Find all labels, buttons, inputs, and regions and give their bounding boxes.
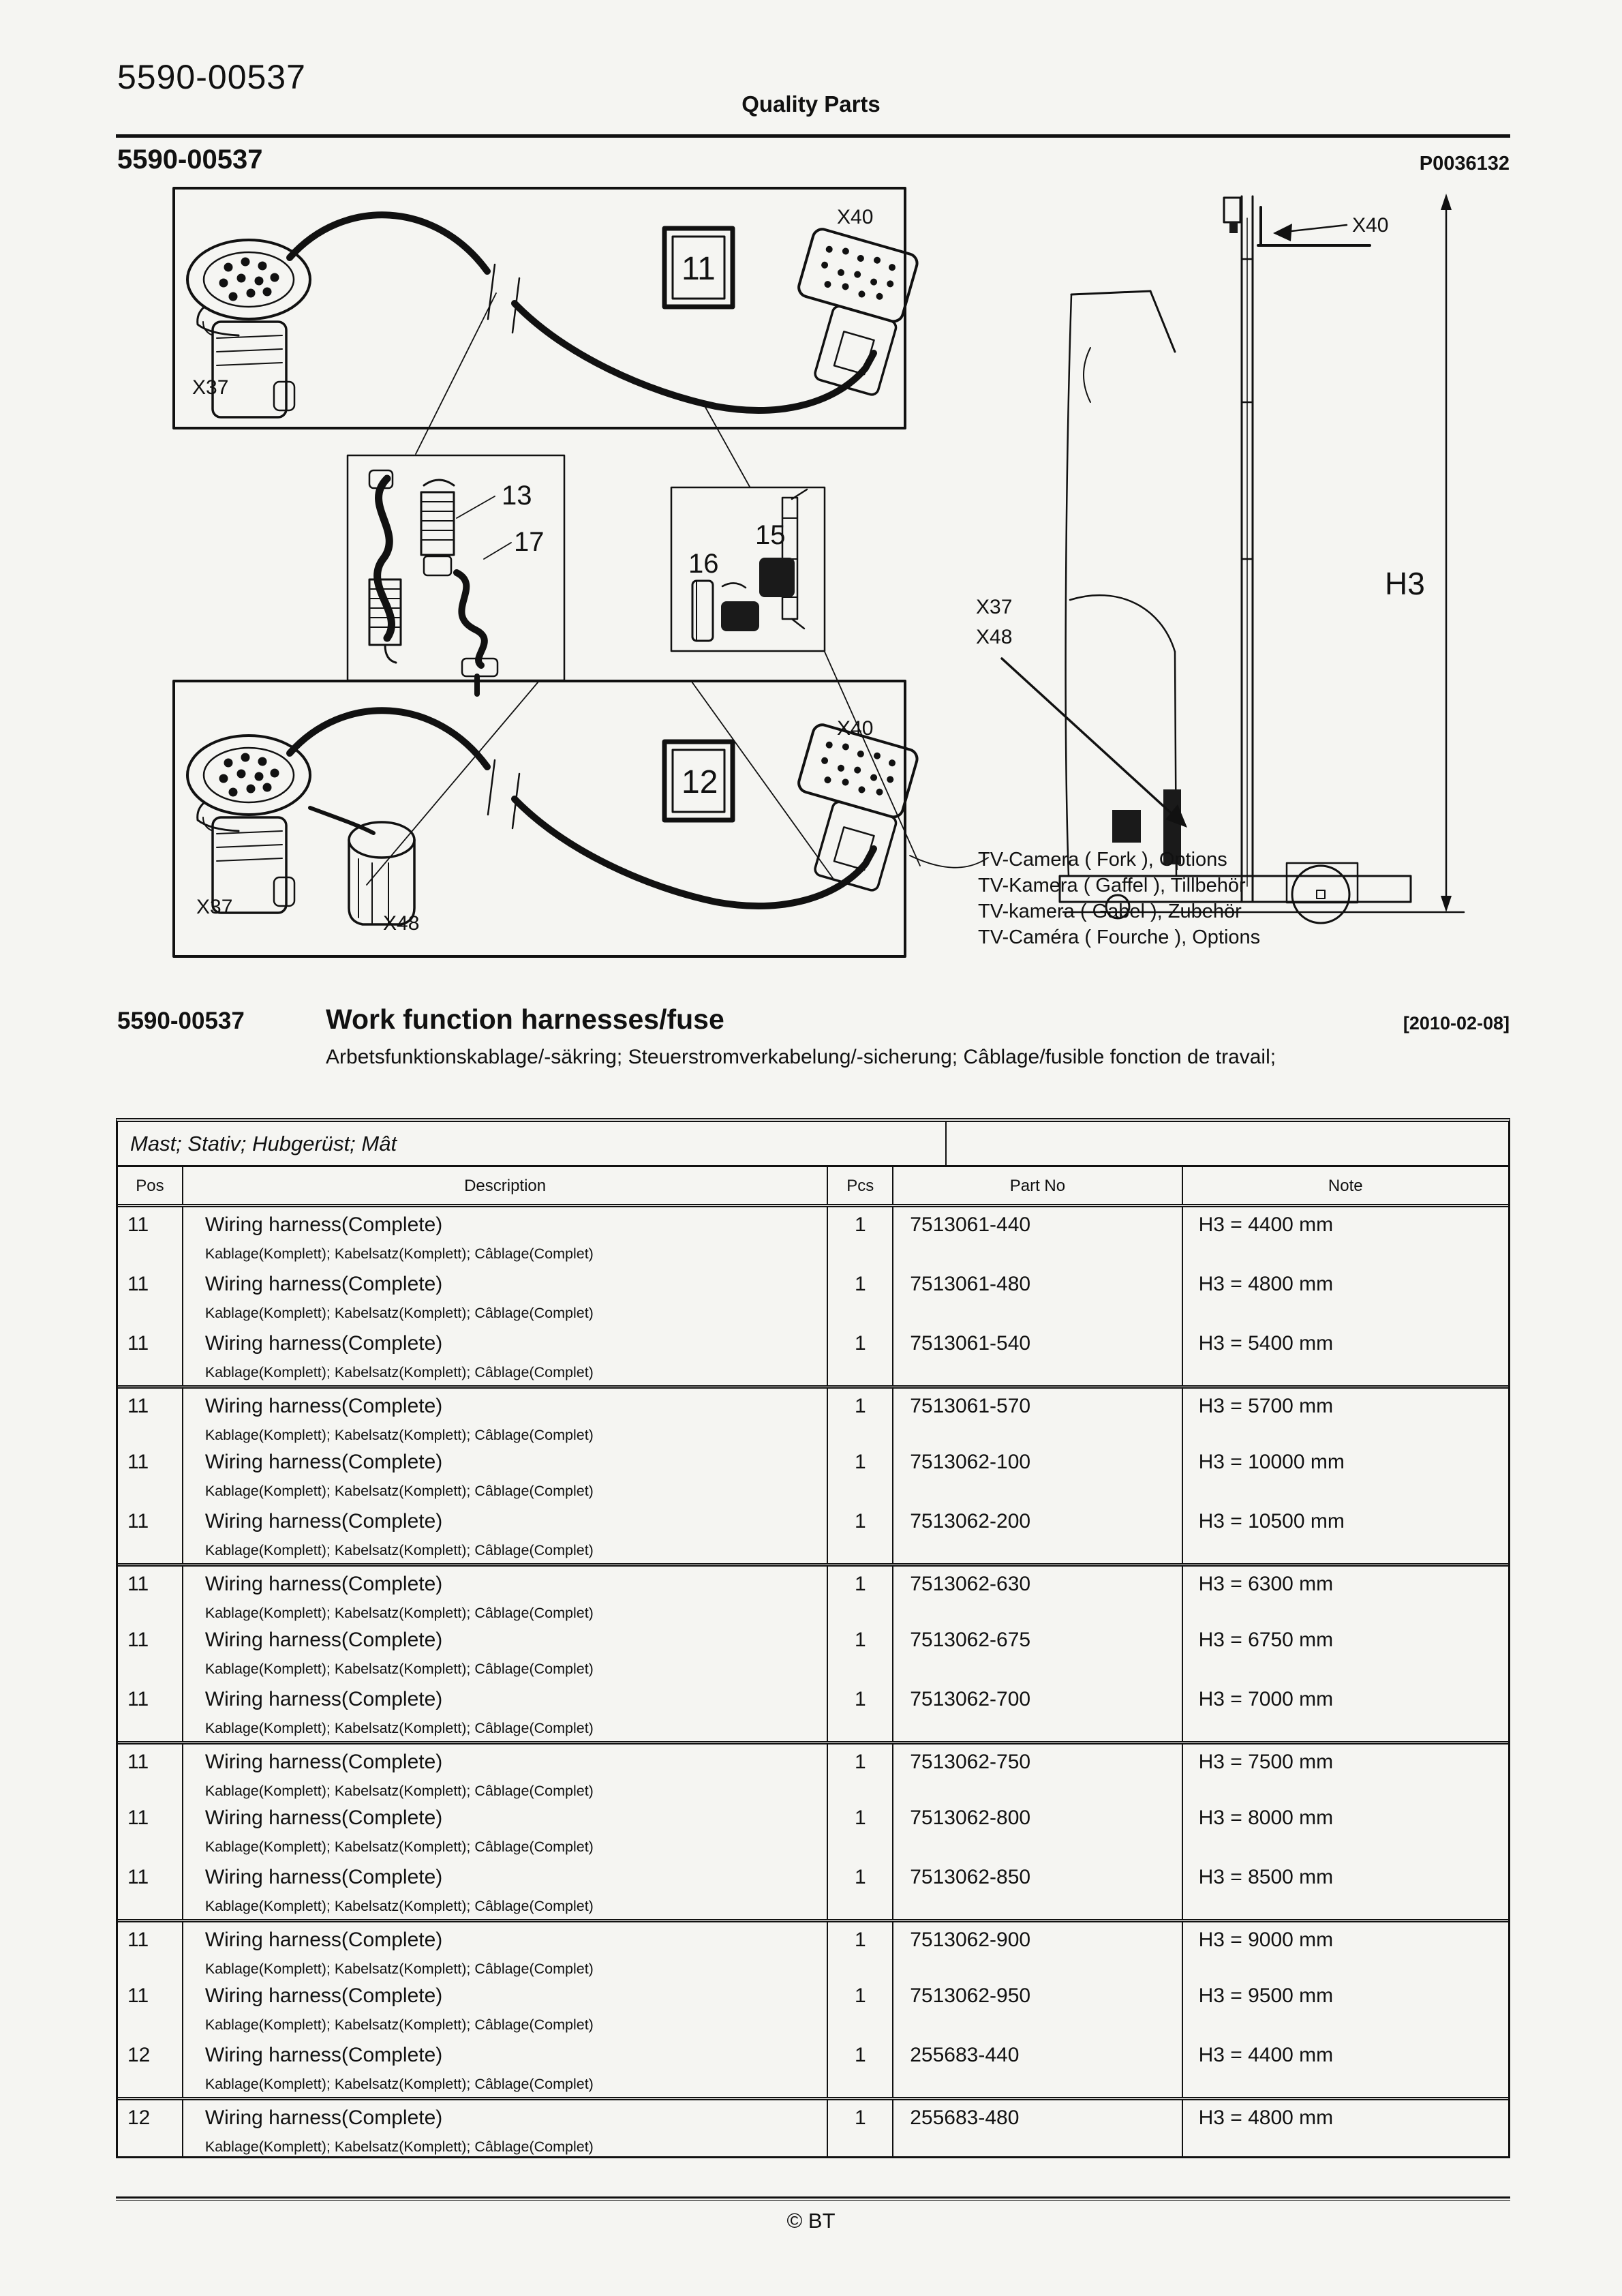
callout-11: 11 [682, 251, 716, 287]
truck-x48-label: X48 [976, 626, 1013, 648]
description-translations: Kablage(Komplett); Kabelsatz(Komplett); Câblage(Complet) [204, 1839, 594, 1855]
cell-description [182, 1326, 827, 1385]
cell-pos: 11 [127, 1929, 149, 1951]
cell-pcs: 1 [827, 1978, 892, 2038]
description-main: Wiring harness(Complete) [204, 2106, 443, 2129]
cell-description [182, 1682, 827, 1741]
truck-illustration [976, 194, 1464, 923]
cell-pcs: 1 [827, 1922, 892, 1978]
description-main: Wiring harness(Complete) [204, 1510, 443, 1532]
cell-part-no: 7513062-900 [892, 1922, 1181, 1978]
description-translations: Kablage(Komplett); Kabelsatz(Komplett); Câblage(Complet) [204, 2076, 594, 2092]
cell-pos: 11 [127, 1629, 149, 1651]
description-translations: Kablage(Komplett); Kabelsatz(Komplett); Câblage(Complet) [204, 1661, 594, 1677]
table-row [118, 1326, 1508, 1385]
table-row [118, 1504, 1508, 1563]
cell-note: H3 = 9500 mm [1182, 1978, 1508, 2038]
cell-note: H3 = 4400 mm [1182, 2038, 1508, 2097]
cell-pos: 11 [127, 1573, 149, 1595]
cell-pos: 12 [127, 2106, 151, 2129]
harness12-x40-label: X40 [837, 717, 874, 740]
table-row [118, 1385, 1508, 1445]
parts-box-15-16 [671, 487, 825, 651]
harness11-x37-label: X37 [192, 376, 229, 399]
table-row [118, 1860, 1508, 1919]
callout-17: 17 [514, 527, 545, 557]
cell-note: H3 = 10500 mm [1182, 1504, 1508, 1563]
cell-pcs: 1 [827, 1389, 892, 1445]
description-main: Wiring harness(Complete) [204, 1573, 443, 1595]
cell-part-no: 7513062-200 [892, 1504, 1181, 1563]
cell-part-no: 7513062-675 [892, 1622, 1181, 1682]
harness12-x37-label: X37 [196, 896, 233, 918]
figure-code: P0036132 [1419, 153, 1510, 175]
cell-pos: 11 [127, 1807, 149, 1829]
description-main: Wiring harness(Complete) [204, 1751, 443, 1773]
table-header-row [118, 1167, 1508, 1207]
truck-x37-x48-pointer [976, 596, 1187, 828]
cell-note: H3 = 5400 mm [1182, 1326, 1508, 1385]
cell-pos: 11 [127, 1332, 149, 1355]
table-row [118, 1800, 1508, 1860]
description-translations: Kablage(Komplett); Kabelsatz(Komplett); Câblage(Complet) [204, 1720, 594, 1736]
column-header-pcs: Pcs [827, 1167, 892, 1204]
section-subtitle: Arbetsfunktionskablage/-säkring; Steuerstromverkabelung/-sicherung; Câblage/fusible fonction de travail; [326, 1046, 1276, 1068]
parts-table [116, 1118, 1510, 2158]
cell-pcs: 1 [827, 1567, 892, 1622]
cell-pos: 11 [127, 1984, 149, 2007]
h3-dimension [1385, 194, 1452, 912]
cell-note: H3 = 5700 mm [1182, 1389, 1508, 1445]
cell-pos: 11 [127, 1395, 149, 1417]
brand-title: Quality Parts [741, 91, 881, 117]
column-header-description: Description [182, 1167, 827, 1204]
column-header-note: Note [1182, 1167, 1508, 1204]
cell-part-no: 7513062-850 [892, 1860, 1181, 1919]
description-main: Wiring harness(Complete) [204, 1395, 443, 1417]
description-main: Wiring harness(Complete) [204, 1451, 443, 1473]
cell-note: H3 = 6750 mm [1182, 1622, 1508, 1682]
cell-part-no: 7513062-950 [892, 1978, 1181, 2038]
cell-pcs: 1 [827, 1504, 892, 1563]
footer-copyright: © BT [786, 2209, 836, 2233]
description-translations: Kablage(Komplett); Kabelsatz(Komplett); Câblage(Complet) [204, 1605, 594, 1621]
cell-pcs: 1 [827, 2038, 892, 2097]
cell-note: H3 = 7500 mm [1182, 1744, 1508, 1800]
cell-pcs: 1 [827, 1207, 892, 1267]
cell-description [182, 1207, 827, 1267]
cell-pcs: 1 [827, 1860, 892, 1919]
table-row [118, 2097, 1508, 2156]
description-main: Wiring harness(Complete) [204, 2044, 443, 2066]
cell-note: H3 = 10000 mm [1182, 1445, 1508, 1504]
table-row [118, 1445, 1508, 1504]
table-band-title: Mast; Stativ; Hubgerüst; Mât [118, 1122, 1508, 1167]
description-main: Wiring harness(Complete) [204, 1929, 443, 1951]
section-title: Work function harnesses/fuse [326, 1003, 724, 1035]
description-main: Wiring harness(Complete) [204, 1984, 443, 2007]
parts-box-13-17 [348, 455, 564, 694]
description-main: Wiring harness(Complete) [204, 1688, 443, 1710]
cell-pos: 11 [127, 1751, 149, 1773]
harness-12-box [174, 681, 919, 956]
truck-x40-label: X40 [1352, 214, 1389, 237]
section-number: 5590-00537 [117, 1008, 245, 1034]
description-translations: Kablage(Komplett); Kabelsatz(Komplett); Câblage(Complet) [204, 1783, 594, 1799]
cell-note: H3 = 9000 mm [1182, 1922, 1508, 1978]
description-main: Wiring harness(Complete) [204, 1807, 443, 1829]
cell-pcs: 1 [827, 1800, 892, 1860]
cell-pos: 12 [127, 2044, 151, 2066]
cell-pos: 11 [127, 1866, 149, 1888]
footer-rule [116, 2196, 1510, 2201]
leader-lines [367, 293, 988, 885]
column-header-pos: Pos [136, 1177, 164, 1195]
table-row [118, 1267, 1508, 1326]
cell-pcs: 1 [827, 2100, 892, 2156]
description-translations: Kablage(Komplett); Kabelsatz(Komplett); Câblage(Complet) [204, 1427, 594, 1443]
cell-part-no: 7513061-480 [892, 1267, 1181, 1326]
harness-11-box [174, 188, 919, 428]
description-main: Wiring harness(Complete) [204, 1866, 443, 1888]
cell-part-no: 7513062-100 [892, 1445, 1181, 1504]
cell-part-no: 7513062-750 [892, 1744, 1181, 1800]
table-row [118, 1563, 1508, 1622]
cell-part-no: 255683-440 [892, 2038, 1181, 2097]
description-translations: Kablage(Komplett); Kabelsatz(Komplett); Câblage(Complet) [204, 2139, 594, 2155]
cell-description [182, 1567, 827, 1622]
cell-note: H3 = 8000 mm [1182, 1800, 1508, 1860]
description-translations: Kablage(Komplett); Kabelsatz(Komplett); Câblage(Complet) [204, 1305, 594, 1321]
h3-label: H3 [1385, 566, 1425, 601]
column-header-part-no: Part No [892, 1167, 1181, 1204]
callout-15: 15 [755, 520, 786, 550]
cell-description [182, 1267, 827, 1326]
connector-x48 [310, 808, 414, 924]
cell-note: H3 = 8500 mm [1182, 1860, 1508, 1919]
cell-description [182, 1445, 827, 1504]
description-translations: Kablage(Komplett); Kabelsatz(Komplett); Câblage(Complet) [204, 1245, 594, 1262]
camera-note-line: TV-Kamera ( Gaffel ), Tillbehör [978, 875, 1246, 896]
table-body [118, 1207, 1508, 2156]
cell-part-no: 255683-480 [892, 2100, 1181, 2156]
cell-description [182, 1922, 827, 1978]
description-translations: Kablage(Komplett); Kabelsatz(Komplett); Câblage(Complet) [204, 2016, 594, 2033]
description-main: Wiring harness(Complete) [204, 1332, 443, 1355]
cell-pcs: 1 [827, 1682, 892, 1741]
callout-16: 16 [688, 549, 719, 579]
description-translations: Kablage(Komplett); Kabelsatz(Komplett); Câblage(Complet) [204, 1364, 594, 1380]
cell-part-no: 7513062-700 [892, 1682, 1181, 1741]
harness11-x40-label: X40 [837, 206, 874, 228]
truck-x40-pointer [1273, 214, 1388, 241]
camera-note-line: TV-Caméra ( Fourche ), Options [978, 926, 1261, 948]
cell-description [182, 2038, 827, 2097]
table-row [118, 1207, 1508, 1267]
callout-13: 13 [502, 481, 532, 511]
parts-diagram [116, 177, 1510, 968]
cell-pos: 11 [127, 1213, 149, 1236]
cell-pcs: 1 [827, 1267, 892, 1326]
cell-description [182, 1622, 827, 1682]
cell-pcs: 1 [827, 1326, 892, 1385]
cell-note: H3 = 6300 mm [1182, 1567, 1508, 1622]
cell-pos: 11 [127, 1510, 149, 1532]
cell-part-no: 7513061-570 [892, 1389, 1181, 1445]
description-translations: Kablage(Komplett); Kabelsatz(Komplett); Câblage(Complet) [204, 1542, 594, 1558]
description-main: Wiring harness(Complete) [204, 1213, 443, 1236]
description-translations: Kablage(Komplett); Kabelsatz(Komplett); Câblage(Complet) [204, 1483, 594, 1499]
cell-description [182, 1504, 827, 1563]
cell-pos: 11 [127, 1273, 149, 1295]
cell-note: H3 = 7000 mm [1182, 1682, 1508, 1741]
cell-pos: 11 [127, 1451, 149, 1473]
cell-description [182, 2100, 827, 2156]
cell-part-no: 7513061-540 [892, 1326, 1181, 1385]
doc-number-secondary: 5590-00537 [117, 145, 263, 175]
cell-note: H3 = 4400 mm [1182, 1207, 1508, 1267]
description-translations: Kablage(Komplett); Kabelsatz(Komplett); Câblage(Complet) [204, 1961, 594, 1977]
cell-description [182, 1800, 827, 1860]
cell-note: H3 = 4800 mm [1182, 2100, 1508, 2156]
cell-pcs: 1 [827, 1744, 892, 1800]
cell-description [182, 1744, 827, 1800]
cell-part-no: 7513062-630 [892, 1567, 1181, 1622]
table-row [118, 2038, 1508, 2097]
cell-part-no: 7513061-440 [892, 1207, 1181, 1267]
camera-note-line: TV-kamera ( Gabel ), Zubehör [978, 901, 1242, 922]
section-date: [2010-02-08] [1403, 1013, 1510, 1033]
header-rule [116, 134, 1510, 138]
cell-description [182, 1978, 827, 2038]
cell-description [182, 1860, 827, 1919]
table-row [118, 1978, 1508, 2038]
table-row [118, 1622, 1508, 1682]
callout-12: 12 [682, 764, 718, 800]
description-main: Wiring harness(Complete) [204, 1273, 443, 1295]
cell-pos: 11 [127, 1688, 149, 1710]
camera-notes [978, 847, 1260, 950]
description-main: Wiring harness(Complete) [204, 1629, 443, 1651]
cell-description [182, 1389, 827, 1445]
camera-note-line: TV-Camera ( Fork ), Options [978, 849, 1227, 871]
description-translations: Kablage(Komplett); Kabelsatz(Komplett); Câblage(Complet) [204, 1898, 594, 1914]
cell-pcs: 1 [827, 1445, 892, 1504]
cell-note: H3 = 4800 mm [1182, 1267, 1508, 1326]
table-row [118, 1741, 1508, 1800]
table-row [118, 1682, 1508, 1741]
cell-part-no: 7513062-800 [892, 1800, 1181, 1860]
cell-pcs: 1 [827, 1622, 892, 1682]
table-row [118, 1919, 1508, 1978]
harness12-x48-label: X48 [383, 912, 420, 935]
doc-number-top: 5590-00537 [117, 58, 306, 96]
truck-x37-label: X37 [976, 596, 1013, 618]
